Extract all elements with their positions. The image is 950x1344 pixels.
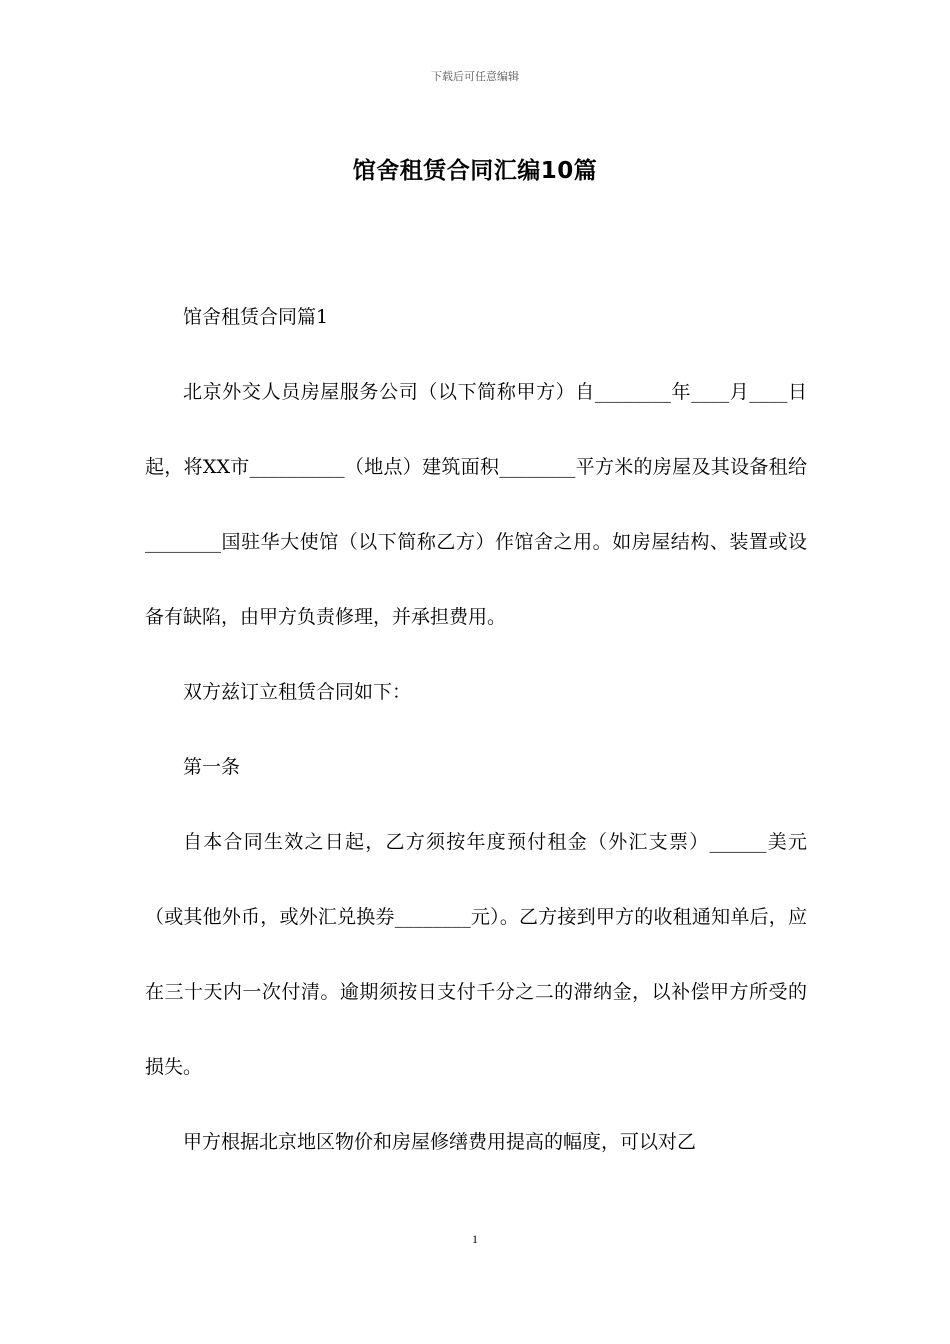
section-heading: 馆舍租赁合同篇1 <box>183 306 329 328</box>
page-number: 1 <box>472 1232 478 1246</box>
article-heading: 第一条 <box>183 756 241 778</box>
page-header-note: 下载后可任意编辑 <box>431 70 519 83</box>
paragraph: 北京外交人员房屋服务公司（以下简称甲方）自________年____月____日起，将XX市__________（地点）建筑面积________平方米的房屋及其设备租给________国驻华大使馆（以下简称乙方）作馆舍之用。如房屋结构、装置或设备有缺陷，由甲方负责修理，并承担费用。 <box>145 381 807 628</box>
paragraph: 自本合同生效之日起，乙方须按年度预付租金（外汇支票）______美元（或其他外币，或外汇兑换券________元）。乙方接到甲方的收租通知单后，应在三十天内一次付清。逾期须按日支付千分之二的滞纳金，以补偿甲方所受的损失。 <box>145 831 807 1078</box>
document-body <box>145 280 807 1180</box>
paragraph: 双方兹订立租赁合同如下： <box>183 681 412 703</box>
document-title: 馆舍租赁合同汇编10篇 <box>352 158 598 184</box>
paragraph: 甲方根据北京地区物价和房屋修缮费用提高的幅度，可以对乙 <box>183 1131 697 1153</box>
